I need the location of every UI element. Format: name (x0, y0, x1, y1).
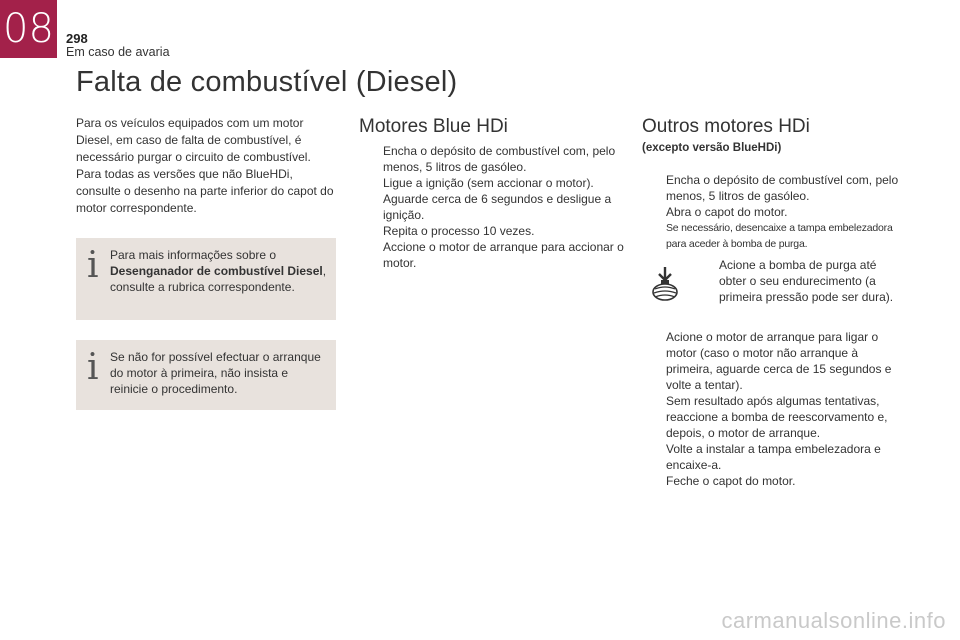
intro-paragraph: Para os veículos equipados com um motor Diesel, em caso de falta de combustível, é necessário purgar o circuito de combustível. Para todas as versões que não BlueHDi, consulte o desenho na parte inferior do capot do motor correspondente. (76, 116, 334, 215)
other-hdi-steps-a (642, 172, 907, 252)
priming-pump-icon (650, 265, 680, 301)
list-item-text: Ligue a ignição (sem accionar o motor). (383, 176, 594, 190)
blue-hdi-title: Motores Blue HDi (359, 116, 508, 137)
other-hdi-pump-step (695, 257, 907, 305)
list-item (642, 204, 907, 220)
info-box-text: Se não for possível efectuar o arranque do motor à primeira, não insista e reinicie o procedimento. (110, 350, 321, 396)
list-item-text: Abra o capot do motor. (666, 205, 788, 219)
list-item (359, 175, 624, 191)
list-item-text: Encha o depósito de combustível com, pelo menos, 5 litros de gasóleo. (383, 144, 616, 174)
watermark: carmanualsonline.info (721, 608, 946, 633)
list-item (359, 239, 624, 271)
list-item (642, 473, 907, 489)
info-icon: i (87, 245, 99, 286)
info-text-before: Para mais informações sobre o (110, 248, 277, 262)
list-item-text: Se necessário, desencaixe a tampa embelezadora para aceder à bomba de purga. (666, 222, 893, 250)
chapter-number: 08 (0, 0, 57, 58)
list-item-text: Volte a instalar a tampa embelezadora e encaixe-a. (666, 442, 881, 472)
info-box-fuel-cutoff (76, 238, 336, 320)
list-item-text: Encha o depósito de combustível com, pelo menos, 5 litros de gasóleo. (666, 173, 899, 203)
info-text-bold: Desenganador de combustível Diesel (110, 264, 323, 278)
list-item-text: Accione o motor de arranque para accionar o motor. (383, 240, 624, 270)
list-item-text: Acione a bomba de purga até obter o seu endurecimento (a primeira pressão pode ser dura). (719, 258, 894, 304)
page-number: 298 (66, 31, 88, 46)
list-item (642, 220, 907, 252)
list-item-text: Acione o motor de arranque para ligar o motor (caso o motor não arranque à primeira, aguarde cerca de 15 segundos e volte a tentar). (666, 330, 892, 392)
page-title: Falta de combustível (Diesel) (76, 66, 458, 98)
list-item (642, 393, 907, 441)
list-item-text: Repita o processo 10 vezes. (383, 224, 535, 238)
list-item-text: Sem resultado após algumas tentativas, reaccione a bomba de reescorvamento e, depois, o motor de arranque. (666, 394, 888, 440)
info-box-text (110, 247, 328, 295)
list-item (695, 257, 907, 305)
other-hdi-subtitle: (excepto versão BlueHDi) (642, 142, 782, 154)
blue-hdi-steps (359, 143, 624, 271)
list-item (359, 223, 624, 239)
list-item-text: Aguarde cerca de 6 segundos e desligue a ignição. (383, 192, 612, 222)
other-hdi-title: Outros motores HDi (642, 116, 810, 137)
info-box-restart (76, 340, 336, 410)
list-item (642, 172, 907, 204)
info-text-after: , consulte a rubrica correspondente. (110, 264, 327, 294)
other-hdi-steps-c (642, 329, 907, 489)
section-name: Em caso de avaria (66, 45, 170, 59)
info-icon: i (87, 347, 99, 388)
list-item (642, 441, 907, 473)
list-item (642, 329, 907, 393)
list-item (359, 191, 624, 223)
list-item-text: Feche o capot do motor. (666, 474, 796, 488)
list-item (359, 143, 624, 175)
